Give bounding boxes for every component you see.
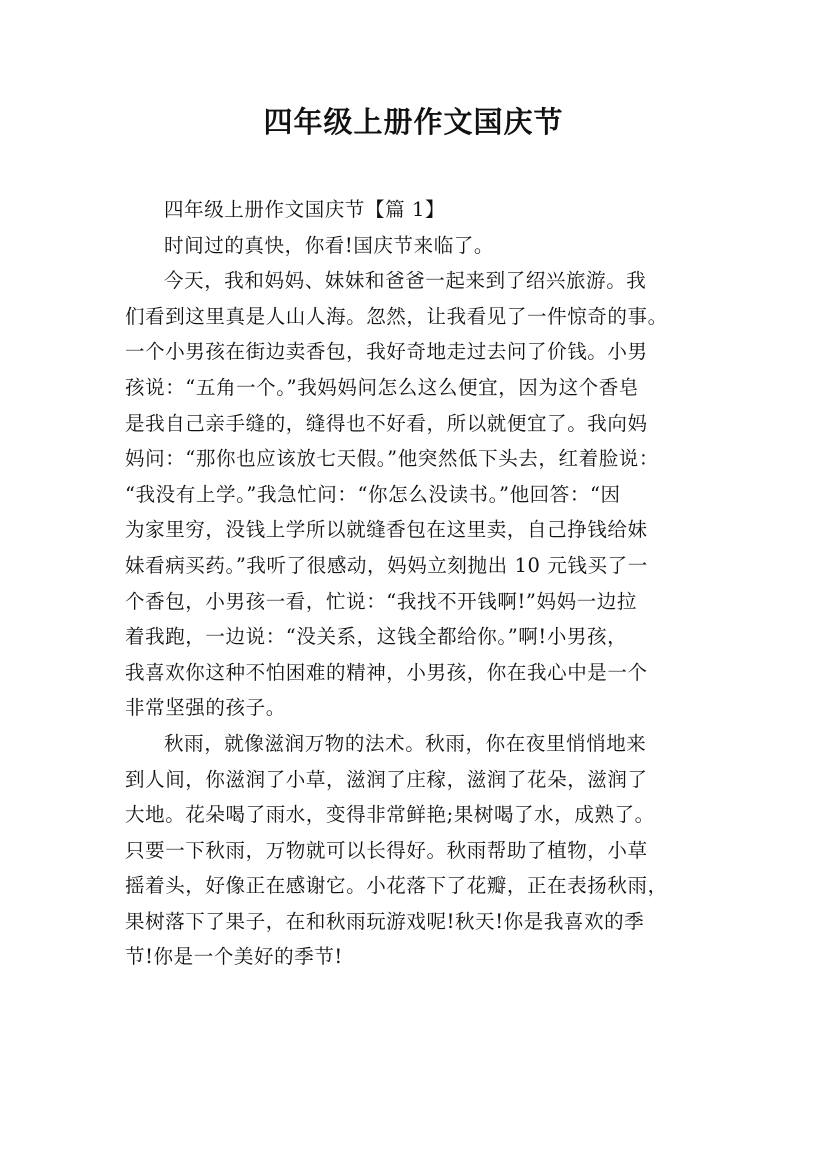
text-line: 是我自己亲手缝的，缝得也不好看，所以就便宜了。我向妈 (125, 411, 648, 435)
text-line: 我喜欢你这种不怕困难的精神，小男孩，你在我心中是一个 (125, 660, 648, 684)
text-line: 摇着头，好像正在感谢它。小花落下了花瓣，正在表扬秋雨， (125, 874, 668, 898)
article-body (125, 192, 705, 975)
text-line: 到人间，你滋润了小草，滋润了庄稼，滋润了花朵，滋润了 (125, 767, 648, 791)
text-line: 今天，我和妈妈、妹妹和爸爸一起来到了绍兴旅游。我 (164, 269, 647, 293)
text-line: 非常坚强的孩子。 (125, 696, 286, 720)
text-line: 妹看病买药。”我听了很感动，妈妈立刻抛出 10 元钱买了一 (125, 553, 648, 577)
text-line: 孩说：“五角一个。”我妈妈问怎么这么便宜，因为这个香皂 (125, 375, 639, 399)
text-line: 为家里穷，没钱上学所以就缝香包在这里卖，自己挣钱给妹 (125, 518, 648, 542)
text-line: 大地。花朵喝了雨水，变得非常鲜艳;果树喝了水，成熟了。 (125, 803, 655, 827)
article-subtitle: 四年级上册作文国庆节【篇 1】 (164, 198, 446, 221)
text-line: 秋雨，就像滋润万物的法术。秋雨，你在夜里悄悄地来 (164, 731, 647, 755)
text-line: 时间过的真快，你看!国庆节来临了。 (164, 233, 495, 257)
text-line: 着我跑，一边说：“没关系，这钱全都给你。”啊!小男孩， (125, 625, 628, 649)
text-line: 个香包，小男孩一看，忙说：“我找不开钱啊!”妈妈一边拉 (125, 589, 637, 613)
text-line: 节!你是一个美好的季节! (125, 945, 343, 969)
text-line: 妈问：“那你也应该放七天假。”他突然低下头去，红着脸说： (125, 447, 659, 471)
text-line: 只要一下秋雨，万物就可以长得好。秋雨帮助了植物，小草 (125, 838, 648, 862)
page-title: 四年级上册作文国庆节 (263, 105, 564, 139)
text-line: 们看到这里真是人山人海。忽然，让我看见了一件惊奇的事。 (125, 304, 668, 328)
text-line: 果树落下了果子，在和秋雨玩游戏呢!秋天!你是我喜欢的季 (125, 909, 645, 933)
text-line: “我没有上学。”我急忙问：“你怎么没读书。”他回答：“因 (125, 482, 621, 506)
text-line: 一个小男孩在街边卖香包，我好奇地走过去问了价钱。小男 (125, 340, 648, 364)
